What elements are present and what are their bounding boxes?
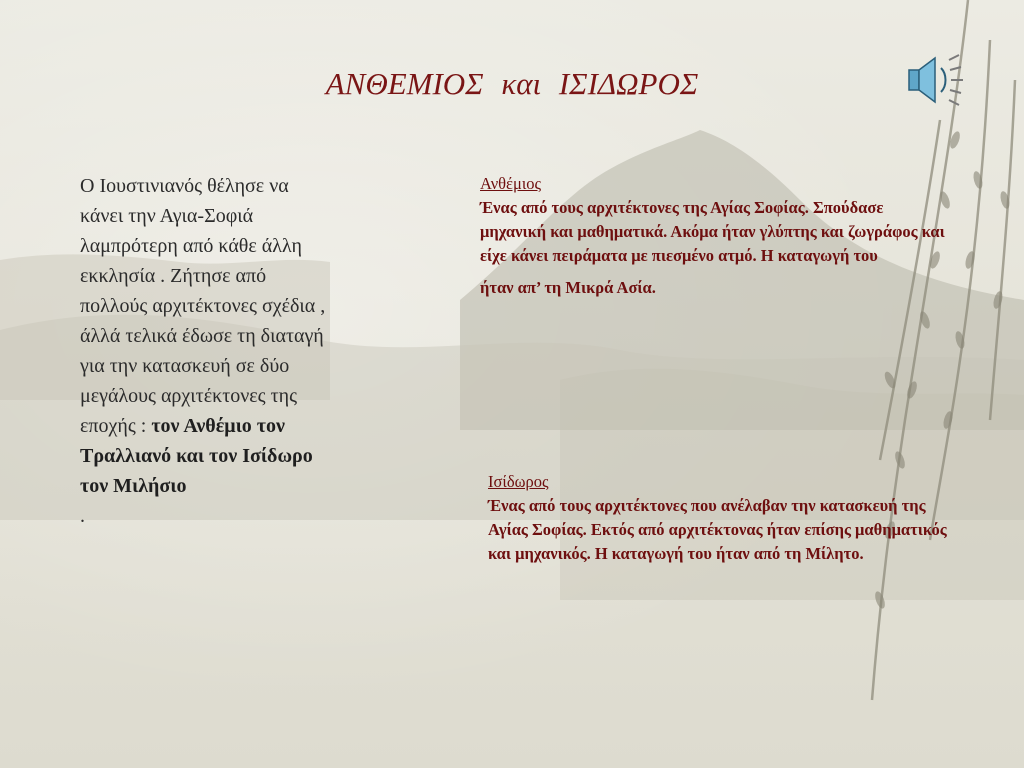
speaker-icon[interactable] bbox=[903, 52, 965, 108]
intro-bold-names: τον Ανθέμιο τον Τραλλιανό και τον Ισίδωρο τον Μιλήσιο bbox=[80, 415, 313, 497]
intro-text: Ο Ιουστινιανός θέλησε να κάνει την Αγια-Σοφιά λαμπρότερη από κάθε άλλη εκκλησία . Ζήτησε από πολλούς αρχιτέκτονες σχέδια , άλλά τελικά έδωσε τη διαταγή για την κατασκευή σε δύο μεγάλους αρχιτέκτονες της εποχής : bbox=[80, 175, 326, 437]
isidoros-heading: Ισίδωρος bbox=[488, 472, 549, 491]
anthemios-last-line: ήταν απ’ τη Μικρά Ασία. bbox=[480, 278, 656, 297]
anthemios-body: Ένας από τους αρχιτέκτονες της Αγίας Σοφίας. Σπούδασε μηχανική και μαθηματικά. Ακόμα ήταν γλύπτης και ζωγράφος και είχε κάνει πειράματα με πιεσμένο ατμό. Η καταγωγή του bbox=[480, 198, 945, 265]
isidoros-section bbox=[488, 470, 958, 566]
slide-title: ΑΝΘΕΜΙΟΣ και ΙΣΙΔΩΡΟΣ bbox=[325, 66, 699, 101]
anthemios-heading: Ανθέμιος bbox=[480, 174, 542, 193]
anthemios-section bbox=[480, 172, 950, 300]
intro-tail: . bbox=[80, 505, 85, 527]
intro-paragraph bbox=[80, 171, 330, 531]
isidoros-body: Ένας από τους αρχιτέκτονες που ανέλαβαν την κατασκευή της Αγίας Σοφίας. Εκτός από αρχιτέκτονας ήταν επίσης μαθηματικός και μηχανικός. Η καταγωγή του ήταν από τη Μίλητο. bbox=[488, 496, 947, 563]
